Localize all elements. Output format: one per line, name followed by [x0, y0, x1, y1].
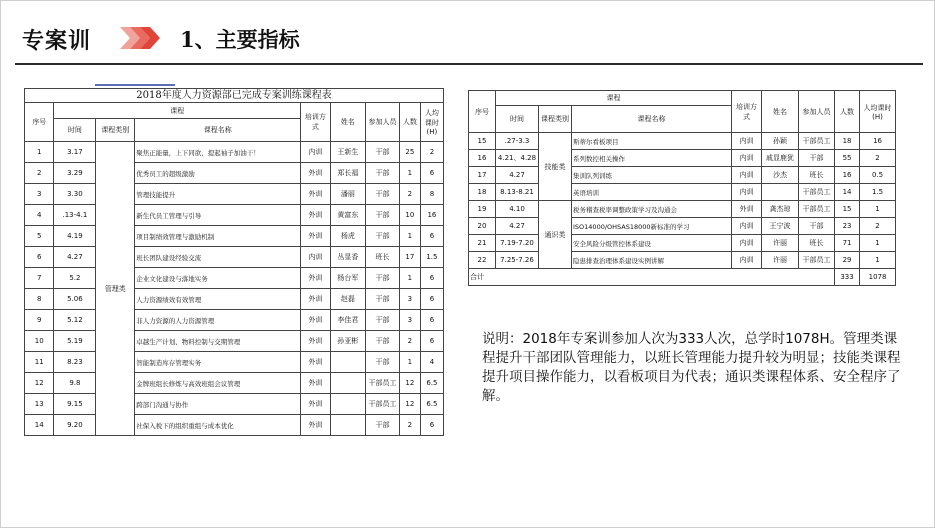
row-no: 9 [25, 310, 54, 331]
row-method: 外训 [301, 226, 330, 247]
row-hours: 1.5 [420, 247, 443, 268]
row-count: 10 [399, 205, 420, 226]
row-hours: 6 [420, 415, 443, 436]
t1-header-no: 序号 [25, 103, 54, 142]
row-count: 18 [835, 133, 860, 150]
row-person: 戚显鹿犹 [762, 150, 799, 167]
row-attendee: 干部 [366, 352, 400, 373]
row-time: 4.21、4.28 [496, 150, 539, 167]
row-time: 3.30 [54, 184, 96, 205]
table-row [25, 373, 444, 394]
row-person: 郑长福 [330, 163, 366, 184]
table-row [25, 394, 444, 415]
row-count: 14 [835, 184, 860, 201]
row-method: 外训 [301, 289, 330, 310]
row-person [330, 415, 366, 436]
row-course-name: 人力资源绩效有效管理 [135, 289, 301, 310]
row-count: 2 [399, 415, 420, 436]
row-attendee: 班长 [799, 235, 835, 252]
row-no: 14 [25, 415, 54, 436]
row-person: 孙颖 [762, 133, 799, 150]
table1-caption: 2018年度人力资源部已完成专案训练课程表 [24, 88, 444, 102]
table1 [24, 102, 444, 436]
row-method: 外训 [301, 415, 330, 436]
row-course-name: 新生代员工管理与引导 [135, 205, 301, 226]
row-person: 杨虎 [330, 226, 366, 247]
row-time: 8.13-8.21 [496, 184, 539, 201]
row-hours: 6 [420, 289, 443, 310]
row-attendee: 干部员工 [799, 184, 835, 201]
table-row [25, 310, 444, 331]
table-row [25, 331, 444, 352]
row-time: 8.23 [54, 352, 96, 373]
row-course-name: 隐患排查治理体系建设实例讲解 [572, 252, 732, 269]
row-method: 外训 [732, 201, 762, 218]
row-hours: 6.5 [420, 373, 443, 394]
total-row [469, 269, 896, 286]
row-person: 黄富东 [330, 205, 366, 226]
row-no: 21 [469, 235, 496, 252]
row-time: 9.15 [54, 394, 96, 415]
row-attendee: 干部 [366, 310, 400, 331]
row-person: 孙亚彬 [330, 331, 366, 352]
t1-header-name: 课程名称 [135, 119, 301, 142]
row-count: 3 [399, 289, 420, 310]
row-hours: 6 [420, 163, 443, 184]
table2 [468, 90, 896, 286]
row-attendee: 干部员工 [366, 373, 400, 394]
row-course-name: 管理技能提升 [135, 184, 301, 205]
header-divider [15, 63, 923, 65]
t2-header-count: 人数 [835, 91, 860, 133]
t2-header-course: 课程 [496, 91, 732, 106]
row-person [762, 184, 799, 201]
row-no: 3 [25, 184, 54, 205]
row-count: 17 [399, 247, 420, 268]
row-time: 5.2 [54, 268, 96, 289]
row-attendee: 干部 [366, 205, 400, 226]
row-no: 11 [25, 352, 54, 373]
table-row [25, 184, 444, 205]
page-title: 1、主要指标 [180, 27, 300, 52]
row-course-name: 卓越生产计划、物料控制与交期管理 [135, 331, 301, 352]
table-row [25, 289, 444, 310]
row-hours: 2 [860, 150, 896, 167]
row-course-name: 班长团队建设经验交流 [135, 247, 301, 268]
table-row [25, 142, 444, 163]
row-count: 16 [835, 167, 860, 184]
row-course-name: 非人力资源的人力资源管理 [135, 310, 301, 331]
category-management: 管理类 [96, 142, 135, 436]
row-no: 17 [469, 167, 496, 184]
t2-header-attendee: 参加人员 [799, 91, 835, 133]
table-row [469, 201, 896, 218]
row-count: 3 [399, 310, 420, 331]
row-method: 外训 [301, 163, 330, 184]
row-method: 内训 [301, 142, 330, 163]
row-method: 外训 [301, 331, 330, 352]
row-method: 内训 [732, 133, 762, 150]
row-time: 4.19 [54, 226, 96, 247]
row-count: 55 [835, 150, 860, 167]
row-count: 1 [399, 352, 420, 373]
row-time: 4.10 [496, 201, 539, 218]
row-method: 内训 [732, 218, 762, 235]
category-general: 通识类 [539, 201, 572, 269]
summary-note: 说明：2018年专案训参加人次为333人次，总学时1078H。管理类课程提升干部团队管理能力，以班长管理能力提升较为明显；技能类课程提升项目操作能力，以看板项目为代表；通识类课程体系、安全程序了解。 [482, 331, 901, 404]
row-course-name: 税务稽查税率调整政策学习及沟通会 [572, 201, 732, 218]
table-row [469, 252, 896, 269]
row-person: 王宁波 [762, 218, 799, 235]
row-no: 7 [25, 268, 54, 289]
row-no: 15 [469, 133, 496, 150]
row-count: 23 [835, 218, 860, 235]
table1-container [24, 88, 444, 436]
row-course-name: 项目制绩效管理与激励机制 [135, 226, 301, 247]
row-hours: 1 [860, 201, 896, 218]
t1-header-attendee: 参加人员 [366, 103, 400, 142]
table-row [25, 163, 444, 184]
table-row [25, 247, 444, 268]
row-person: 杨台军 [330, 268, 366, 289]
row-person: 许丽 [762, 235, 799, 252]
row-attendee: 干部 [799, 150, 835, 167]
table-row [469, 218, 896, 235]
row-course-name: 社保入税下的组织重组与成本优化 [135, 415, 301, 436]
row-no: 12 [25, 373, 54, 394]
row-attendee: 干部 [366, 415, 400, 436]
row-no: 20 [469, 218, 496, 235]
row-hours: 6 [420, 268, 443, 289]
row-course-name: 安全风险分级管控体系建设 [572, 235, 732, 252]
row-method: 外训 [301, 310, 330, 331]
t2-header-no: 序号 [469, 91, 496, 133]
row-time: .13-4.1 [54, 205, 96, 226]
row-person: 龚杰琼 [762, 201, 799, 218]
t2-header-hours: 人均课时(H) [860, 91, 896, 133]
row-person [330, 373, 366, 394]
row-time: 5.19 [54, 331, 96, 352]
row-person: 潘丽 [330, 184, 366, 205]
row-hours: 1 [860, 235, 896, 252]
row-course-name: 跨部门沟通与协作 [135, 394, 301, 415]
table-row [25, 268, 444, 289]
chevron-arrows-icon [118, 24, 162, 52]
row-attendee: 干部 [366, 226, 400, 247]
row-time: .27-3.3 [496, 133, 539, 150]
row-method: 外训 [301, 394, 330, 415]
section-title: 专案训 [22, 29, 92, 54]
row-course-name: 优秀员工的超级激励 [135, 163, 301, 184]
t1-header-count: 人数 [399, 103, 420, 142]
row-hours: 1 [860, 252, 896, 269]
total-label: 合计 [469, 269, 835, 286]
total-count: 333 [835, 269, 860, 286]
row-hours: 4 [420, 352, 443, 373]
table-row [25, 205, 444, 226]
row-no: 2 [25, 163, 54, 184]
t1-header-course: 课程 [54, 103, 301, 119]
row-no: 4 [25, 205, 54, 226]
row-hours: 6 [420, 226, 443, 247]
row-person: 丛显香 [330, 247, 366, 268]
row-course-name: 聚焦正能量，上下同欲，提起袖子加油干！ [135, 142, 301, 163]
row-method: 外训 [301, 352, 330, 373]
row-method: 外训 [301, 205, 330, 226]
row-count: 2 [399, 331, 420, 352]
row-attendee: 干部员工 [799, 252, 835, 269]
row-time: 5.06 [54, 289, 96, 310]
row-method: 外训 [301, 268, 330, 289]
row-hours: 0.5 [860, 167, 896, 184]
row-course-name: ISO14000/OHSAS18000新标准的学习 [572, 218, 732, 235]
row-count: 1 [399, 226, 420, 247]
row-course-name: 斯蒂尔看板项目 [572, 133, 732, 150]
row-time: 4.27 [496, 218, 539, 235]
row-course-name: 金牌班组长修炼与高效班组会议管理 [135, 373, 301, 394]
row-person [330, 352, 366, 373]
row-count: 1 [399, 163, 420, 184]
row-no: 19 [469, 201, 496, 218]
row-no: 5 [25, 226, 54, 247]
row-attendee: 班长 [366, 247, 400, 268]
row-method: 外训 [301, 373, 330, 394]
row-hours: 16 [420, 205, 443, 226]
row-count: 15 [835, 201, 860, 218]
row-hours: 2 [420, 142, 443, 163]
row-count: 71 [835, 235, 860, 252]
row-attendee: 干部 [366, 268, 400, 289]
row-course-name: 智能制造库存管理实务 [135, 352, 301, 373]
row-method: 外训 [301, 184, 330, 205]
t2-header-name: 课程名称 [572, 106, 732, 133]
t1-header-category: 课程类别 [96, 119, 135, 142]
row-course-name: 系列数控相关操作 [572, 150, 732, 167]
row-no: 18 [469, 184, 496, 201]
row-attendee: 干部 [366, 163, 400, 184]
table-row [469, 235, 896, 252]
row-person: 李佳君 [330, 310, 366, 331]
row-time: 7.19-7.20 [496, 235, 539, 252]
table-row [469, 133, 896, 150]
row-no: 13 [25, 394, 54, 415]
row-no: 8 [25, 289, 54, 310]
row-attendee: 干部 [366, 184, 400, 205]
row-count: 2 [399, 184, 420, 205]
row-attendee: 干部 [799, 218, 835, 235]
t2-header-time: 时间 [496, 106, 539, 133]
t1-header-person: 姓名 [330, 103, 366, 142]
row-hours: 16 [860, 133, 896, 150]
row-attendee: 干部 [366, 142, 400, 163]
row-no: 6 [25, 247, 54, 268]
table-row [25, 415, 444, 436]
row-method: 内训 [301, 247, 330, 268]
t2-header-person: 姓名 [762, 91, 799, 133]
t1-header-time: 时间 [54, 119, 96, 142]
t2-header-category: 课程类别 [539, 106, 572, 133]
t1-header-hours: 人均课时(H) [420, 103, 443, 142]
row-course-name: 集训队列训练 [572, 167, 732, 184]
table-row [469, 167, 896, 184]
row-hours: 1.5 [860, 184, 896, 201]
row-attendee: 干部员工 [799, 201, 835, 218]
row-method: 内训 [732, 184, 762, 201]
accent-line [95, 84, 175, 86]
row-time: 4.27 [54, 247, 96, 268]
row-attendee: 干部员工 [366, 394, 400, 415]
row-hours: 6 [420, 310, 443, 331]
row-method: 内训 [732, 235, 762, 252]
table-row [469, 150, 896, 167]
row-person: 沙杰 [762, 167, 799, 184]
table-row [25, 352, 444, 373]
row-course-name: 英语培训 [572, 184, 732, 201]
row-count: 29 [835, 252, 860, 269]
row-person: 王新生 [330, 142, 366, 163]
t1-header-method: 培训方式 [301, 103, 330, 142]
table-row [469, 184, 896, 201]
row-person [330, 394, 366, 415]
row-count: 12 [399, 373, 420, 394]
row-hours: 6.5 [420, 394, 443, 415]
row-method: 内训 [732, 252, 762, 269]
table-row [25, 226, 444, 247]
row-no: 16 [469, 150, 496, 167]
row-time: 9.8 [54, 373, 96, 394]
row-attendee: 干部员工 [799, 133, 835, 150]
row-method: 内训 [732, 150, 762, 167]
row-count: 1 [399, 268, 420, 289]
row-attendee: 干部 [366, 289, 400, 310]
row-course-name: 企业文化建设与落地实务 [135, 268, 301, 289]
row-time: 9.20 [54, 415, 96, 436]
row-hours: 2 [860, 218, 896, 235]
row-method: 内训 [732, 167, 762, 184]
total-hours: 1078 [860, 269, 896, 286]
row-no: 22 [469, 252, 496, 269]
row-time: 3.17 [54, 142, 96, 163]
row-attendee: 班长 [799, 167, 835, 184]
row-attendee: 干部 [366, 331, 400, 352]
row-time: 5.12 [54, 310, 96, 331]
row-time: 4.27 [496, 167, 539, 184]
row-no: 1 [25, 142, 54, 163]
row-hours: 8 [420, 184, 443, 205]
row-person: 赵磊 [330, 289, 366, 310]
row-hours: 6 [420, 331, 443, 352]
row-time: 3.29 [54, 163, 96, 184]
category-skill: 技能类 [539, 133, 572, 201]
t2-header-method: 培训方式 [732, 91, 762, 133]
row-count: 25 [399, 142, 420, 163]
row-count: 12 [399, 394, 420, 415]
row-person: 许丽 [762, 252, 799, 269]
row-no: 10 [25, 331, 54, 352]
row-time: 7.25-7.26 [496, 252, 539, 269]
